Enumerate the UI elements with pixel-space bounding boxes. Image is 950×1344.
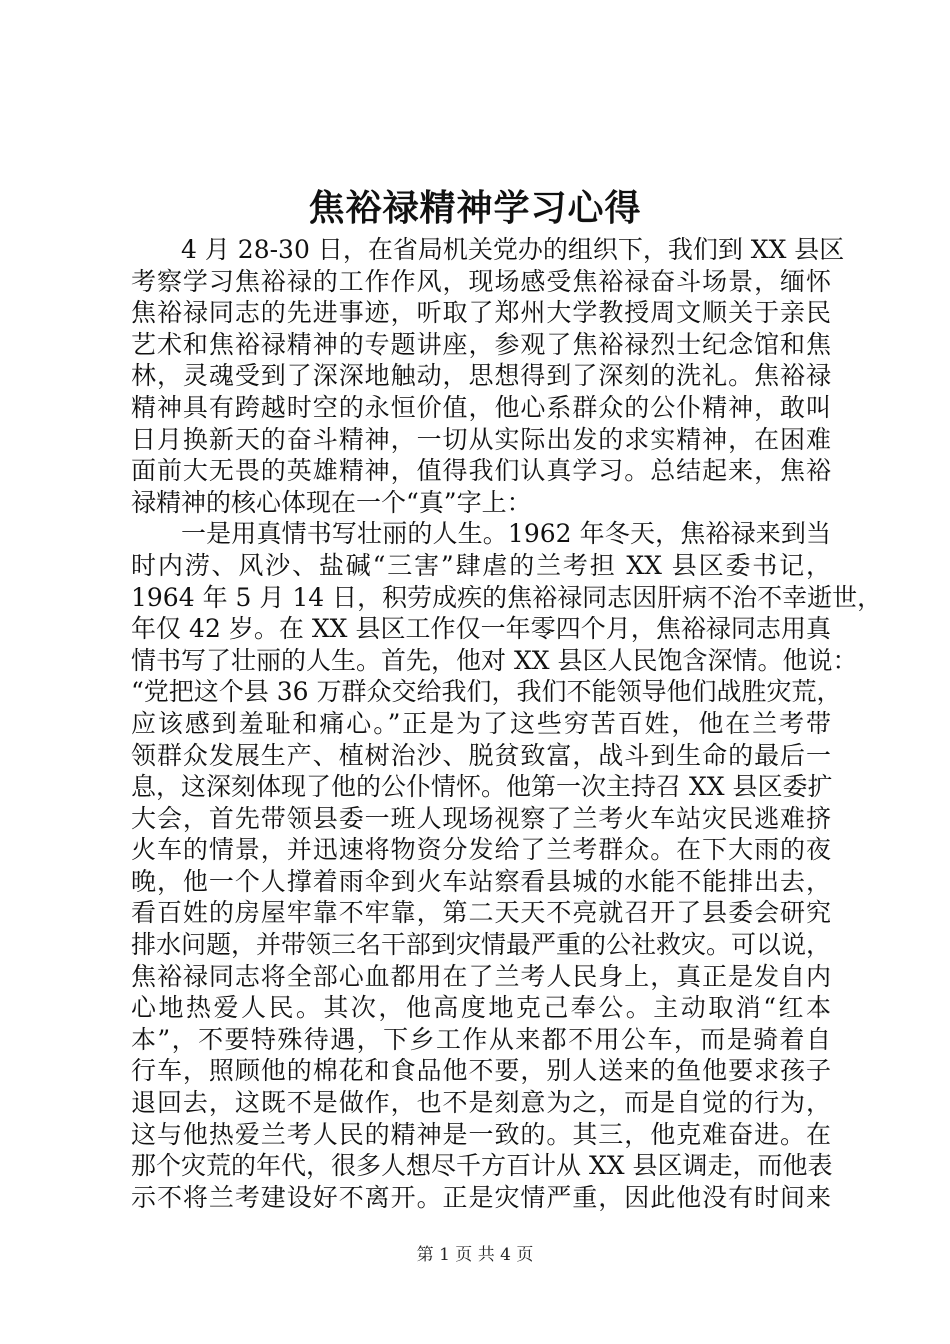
paragraph-line: 息，这深刻体现了他的公仆情怀。他第一次主持召 XX 县区委扩 bbox=[131, 772, 833, 802]
paragraph-line: 火车的情景，并迅速将物资分发给了兰考群众。在下大雨的夜 bbox=[131, 835, 831, 865]
paragraph-line: 这与他热爱兰考人民的精神是一致的。其三，他克难奋进。在 bbox=[131, 1119, 831, 1149]
paragraph-line: 行车，照顾他的棉花和食品他不要，别人送来的鱼他要求孩子 bbox=[131, 1056, 831, 1086]
paragraph-line: 心地热爱人民。其次，他高度地克己奉公。主动取消“红本 bbox=[131, 993, 831, 1023]
paragraph-line: 年仅 42 岁。在 XX 县区工作仅一年零四个月，焦裕禄同志用真 bbox=[131, 614, 831, 644]
paragraph-line: 焦裕禄同志将全部心血都用在了兰考人民身上，真正是发自内 bbox=[131, 961, 831, 991]
paragraph-line: 情书写了壮丽的人生。首先，他对 XX 县区人民饱含深情。他说： bbox=[131, 645, 858, 675]
document-body bbox=[131, 234, 883, 1213]
paragraph-line: 日月换新天的奋斗精神，一切从实际出发的求实精神，在困难 bbox=[131, 424, 831, 454]
paragraph-line: 禄精神的核心体现在一个“真”字上： bbox=[131, 487, 532, 517]
paragraph-line: 4 月 28-30 日，在省局机关党办的组织下，我们到 XX 县区 bbox=[181, 235, 845, 264]
paragraph-line: 晚，他一个人撑着雨伞到火车站察看县城的水能不能排出去， bbox=[131, 866, 831, 896]
paragraph-line: 1964 年 5 月 14 日，积劳成疾的焦裕禄同志因肝病不治不幸逝世， bbox=[131, 582, 883, 612]
paragraph-line: 示不将兰考建设好不离开。正是灾情严重，因此他没有时间来 bbox=[131, 1182, 831, 1212]
paragraph-line: 考察学习焦裕禄的工作作风，现场感受焦裕禄奋斗场景，缅怀 bbox=[131, 266, 831, 296]
paragraph-line: 焦裕禄同志的先进事迹，听取了郑州大学教授周文顺关于亲民 bbox=[131, 298, 831, 328]
paragraph-line: 那个灾荒的年代，很多人想尽千方百计从 XX 县区调走，而他表 bbox=[131, 1151, 833, 1181]
paragraph-line: 精神具有跨越时空的永恒价值，他心系群众的公仆精神，敢叫 bbox=[131, 392, 831, 422]
paragraph-line: 时内涝、风沙、盐碱“三害”肆虐的兰考担 XX 县区委书记， bbox=[131, 550, 831, 580]
paragraph-line: 大会，首先带领县委一班人现场视察了兰考火车站灾民逃难挤 bbox=[131, 803, 831, 833]
paragraph-line: 林，灵魂受到了深深地触动，思想得到了深刻的洗礼。焦裕禄 bbox=[131, 361, 831, 391]
document-title: 焦裕禄精神学习心得 bbox=[308, 187, 642, 229]
paragraph-line: 排水问题，并带领三名干部到灾情最严重的公社救灾。可以说， bbox=[131, 930, 832, 960]
paragraph-line: 领群众发展生产、植树治沙、脱贫致富，战斗到生命的最后一 bbox=[131, 740, 831, 770]
paragraph-line: “党把这个县 36 万群众交给我们，我们不能领导他们战胜灾荒， bbox=[131, 677, 842, 707]
paragraph-line: 面前大无畏的英雄精神，值得我们认真学习。总结起来，焦裕 bbox=[131, 456, 831, 486]
paragraph-line: 应该感到羞耻和痛心。”正是为了这些穷苦百姓，他在兰考带 bbox=[131, 708, 831, 738]
paragraph-line: 本”，不要特殊待遇，下乡工作从来都不用公车，而是骑着自 bbox=[131, 1024, 831, 1054]
paragraph-line: 一是用真情书写壮丽的人生。1962 年冬天，焦裕禄来到当 bbox=[181, 519, 831, 549]
page-number-footer: 第 1 页 共 4 页 bbox=[416, 1245, 534, 1265]
paragraph-line: 退回去，这既不是做作，也不是刻意为之，而是自觉的行为， bbox=[131, 1088, 831, 1118]
paragraph-line: 看百姓的房屋牢靠不牢靠，第二天天不亮就召开了县委会研究 bbox=[131, 898, 831, 928]
paragraph-line: 艺术和焦裕禄精神的专题讲座，参观了焦裕禄烈士纪念馆和焦 bbox=[131, 329, 831, 359]
